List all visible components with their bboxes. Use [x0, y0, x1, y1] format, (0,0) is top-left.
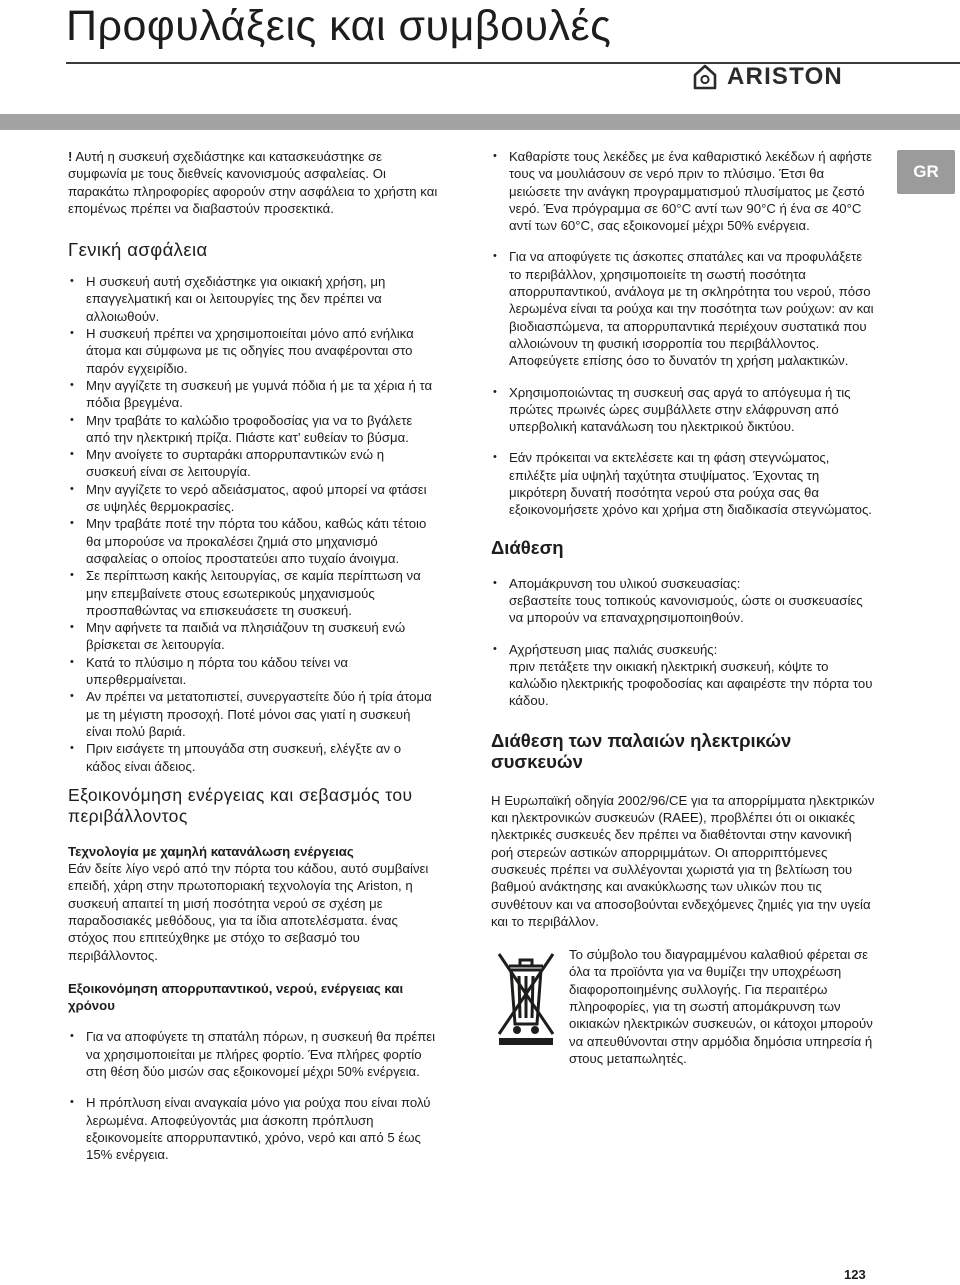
- list-item: • Καθαρίστε τους λεκέδες με ένα καθαριστικό λεκέδων ή αφήστε τους να μουλιάσουν σε νερό πριν το πλύσιμο. Έτσι θα μειώσετε την ανάγκη προγραμματισμού πλυσίματος με ζεστό νερό. Ένα πρόγραμμα σε 60°C αντί των 90°C ή ένα σε 40°C αντί των 60°C, σας εξοικονομεί μέχρι 50% ενέργεια.: [491, 148, 875, 234]
- disposal-item-text: σεβαστείτε τους τοπικούς κανονισμούς, ώστε οι συσκευασίες να μπορούν να επαναχρησιμοποιηθούν.: [509, 592, 863, 626]
- saving-heading: Εξοικονόμηση απορρυπαντικού, νερού, ενέργειας και χρόνου: [68, 980, 404, 1014]
- brand-logo: [693, 63, 843, 91]
- list-item: • Αν πρέπει να μετατοπιστεί, συνεργαστείτε δύο ή τρία άτομα με τη μέγιστη προσοχή. Ποτέ μόνοι σας γιατί η συσκευή είναι πολύ βαριά.: [68, 688, 438, 740]
- weee-symbol-row: [491, 946, 875, 1067]
- intro-text: Αυτή η συσκευή σχεδιάστηκε και κατασκευάστηκε σε συμφωνία με τους διεθνείς κανονισμούς ασφαλείας. Οι παρακάτω πληροφορίες αφορούν στην ασφάλεια το χρήστη και επομένως πρέπει να διαβαστούν προσεκτικά.: [68, 149, 438, 216]
- language-badge: GR: [897, 150, 955, 194]
- intro-paragraph: [68, 148, 438, 217]
- left-column: [68, 148, 438, 1178]
- energy-heading: Εξοικονόμηση ενέργειας και σεβασμός του περιβάλλοντος: [68, 784, 413, 826]
- list-item: • Μην αγγίζετε τη συσκευή με γυμνά πόδια ή με τα χέρια ή τα πόδια βρεγμένα.: [68, 377, 438, 412]
- general-safety-list: [68, 273, 438, 775]
- list-item: • Μην τραβάτε ποτέ την πόρτα του κάδου, καθώς κάτι τέτοιο θα μπορούσε να προκαλέσει ζημιά στο μηχανισμό ασφαλείας ο οποίος προστατεύει απο τυχαίο άνοιγμα.: [68, 515, 438, 567]
- brand-name: ARISTON: [727, 63, 843, 90]
- list-item: • Μην τραβάτε το καλώδιο τροφοδοσίας για να το βγάλετε από την ηλεκτρική πρίζα. Πιάστε κατ’ ευθείαν το βύσμα.: [68, 412, 438, 447]
- tech-text: Εάν δείτε λίγο νερό από την πόρτα του κάδου, αυτό συμβαίνει επειδή, χάρη στην πρωτοποριακή τεχνολογία της Ariston, η συσκευή απαιτεί τη μισή ποσότητα νερού σε σχέση με παραδοσιακές μεθόδους, για τα ίδια αποτελέσματα. ένας στόχος που επιτεύχθηκε με στόχο το σεβασμό του περιβάλλοντος.: [68, 861, 429, 963]
- saving-block: [68, 980, 438, 1015]
- bin-symbol-text: Το σύμβολο του διαγραμμένου καλαθιού φέρεται σε όλα τα προϊόντα για να θυμίζει την υποχρέωση διαφοροποιημένης συλλογής. Για περαιτέρω πληροφορίες, για τη σωστή απομάκρυνση των οικιακών ηλεκτρικών συσκευών, οι κάτοχοι μπορούν να απευθύνονται στην αρμόδια δημόσια υπηρεσία ή στους μεταπωλητές.: [569, 947, 873, 1066]
- list-item: • Χρησιμοποιώντας τη συσκευή σας αργά το απόγευμα ή τις πρώτες πρωινές ώρες συμβάλλετε στην ελάφρυνση από υπερβολική κατανάλωση του ηλεκτρικού δικτύου.: [491, 384, 875, 436]
- list-item: • Εάν πρόκειται να εκτελέσετε και τη φάση στεγνώματος, επιλέξτε μία υψηλή ταχύτητα στυψίματος. Έχοντας τη μικρότερη δυνατή ποσότητα νερού στα ρούχα σας θα εξοικονομήσετε χρόνο και χρήμα στη διαδικασία στεγνώματος.: [491, 449, 875, 518]
- weee-heading: Διάθεση των παλαιών ηλεκτρικών συσκευών: [491, 729, 792, 772]
- general-safety-heading: Γενική ασφάλεια: [68, 239, 208, 261]
- energy-tips-list: [491, 148, 875, 519]
- list-item: • Κατά το πλύσιμο η πόρτα του κάδου τείνει να υπερθερμαίνεται.: [68, 654, 438, 689]
- disposal-heading: Διάθεση: [491, 536, 564, 558]
- list-item: • Η πρόπλυση είναι αναγκαία μόνο για ρούχα που είναι πολύ λερωμένα. Αποφεύγοντάς μια άσκοπη πρόπλυση εξοικονομείτε απορρυπαντικό, χρόνο, νερό και από 5 έως 15% ενέργεια.: [68, 1094, 438, 1163]
- tech-heading: Τεχνολογία με χαμηλή κατανάλωση ενέργειας: [68, 843, 354, 859]
- disposal-list: [491, 575, 875, 710]
- list-item: • Σε περίπτωση κακής λειτουργίας, σε καμία περίπτωση να μην επεμβαίνετε στους εσωτερικούς μηχανισμούς προσπαθώντας να επισκευάσετε τη συσκευή.: [68, 567, 438, 619]
- weee-text: Η Ευρωπαϊκή οδηγία 2002/96/CE για τα απορρίμματα ηλεκτρικών και ηλεκτρονικών συσκευών (RAEE), προβλέπει ότι οι οικιακές ηλεκτρικές συσκευές δεν πρέπει να διαθέτονται στην κανονική ροή στερεών αστικών απορριμμάτων. Οι απορριπτόμενες συσκευές πρέπει να συλλέγονται χωριστά για τη βελτίωση του βαθμού ανάκτησης και ανακύκλωσης των υλικών που τις συνθέτουν και να αποσοβούνται ενδεχόμενες ζημιές για την υγεία και το περιβάλλον.: [491, 792, 875, 929]
- crossed-out-bin-icon: [495, 950, 557, 1046]
- list-item: • Η συσκευή αυτή σχεδιάστηκε για οικιακή χρήση, μη επαγγελματική και οι λειτουργίες της δεν πρέπει να αλλοιωθούν.: [68, 273, 438, 325]
- list-item: • Για να αποφύγετε τις άσκοπες σπατάλες και να προφυλάξετε το περιβάλλον, χρησιμοποιείτε τη σωστή ποσότητα απορρυπαντικού, ανάλογα με τη σκληρότητα του νερού, πόσο λερωμένα είναι τα ρούχα και την ποσότητα των ρούχων: αν και βιοδιασπώμενα, τα απορρυπαντικά περιέχουν συστατικά που αλλοιώνουν τη φυσική ισορροπία του περιβάλλοντος. Αποφεύγετε επίσης όσο το δυνατόν τη χρήση μαλακτικών.: [491, 248, 875, 369]
- disposal-item-title: • Αχρήστευση μιας παλιάς συσκευής:: [509, 641, 718, 657]
- list-item: [491, 575, 875, 627]
- saving-list: [68, 1028, 438, 1163]
- list-item: • Για να αποφύγετε τη σπατάλη πόρων, η συσκευή θα πρέπει να χρησιμοποιείται με πλήρες φορτίο. Ένα πλήρες φορτίο στη θέση δύο μισών σας εξοικονομεί μέχρι 50% ενέργεια.: [68, 1028, 438, 1080]
- list-item: [491, 641, 875, 710]
- page-number: 123: [844, 1267, 866, 1282]
- disposal-item-text: πριν πετάξετε την οικιακή ηλεκτρική συσκευή, κόψτε το καλώδιο ηλεκτρικής τροφοδοσίας και αφαιρέστε την πόρτα του κάδου.: [509, 658, 873, 709]
- list-item: • Η συσκευή πρέπει να χρησιμοποιείται μόνο από ενήλικα άτομα και σύμφωνα με τις οδηγίες που αναφέρονται στο παρόν εγχειρίδιο.: [68, 325, 438, 377]
- list-item: • Πριν εισάγετε τη μπουγάδα στη συσκευή, ελέγξτε αν ο κάδος είναι άδειος.: [68, 740, 438, 775]
- list-item: • Μην ανοίγετε το συρταράκι απορρυπαντικών ενώ η συσκευή είναι σε λειτουργία.: [68, 446, 438, 481]
- list-item: • Μην αφήνετε τα παιδιά να πλησιάζουν τη συσκευή ενώ βρίσκεται σε λειτουργία.: [68, 619, 438, 654]
- house-icon: [693, 64, 717, 90]
- warning-marker: !: [68, 149, 73, 164]
- page-title: Προφυλάξεις και συμβουλές: [66, 2, 612, 50]
- list-item: • Μην αγγίζετε το νερό αδειάσματος, αφού μπορεί να φτάσει σε υψηλές θερμοκρασίες.: [68, 481, 438, 516]
- disposal-item-title: • Απομάκρυνση του υλικού συσκευασίας:: [509, 575, 741, 591]
- header-band: [0, 114, 960, 130]
- low-energy-technology: [68, 843, 438, 964]
- right-column: [491, 148, 875, 1067]
